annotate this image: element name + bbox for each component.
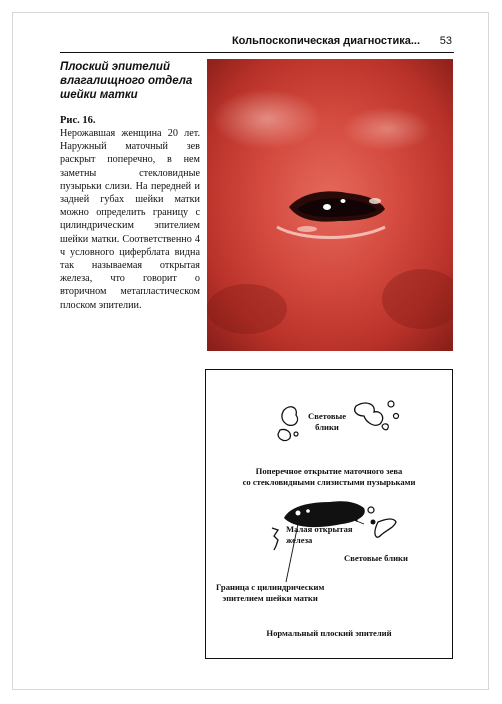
schematic-diagram [205,369,453,659]
label-normal-epithelium: Нормальный плоский эпителий [266,628,392,638]
running-title: Кольпоскопическая диагностика... [231,35,420,47]
colposcopy-photo-drawing [207,59,453,351]
label-highlights-top: Световые блики [308,411,347,432]
section-title: Плоский эпителий влагалищного отдела шейки матки [60,61,193,101]
label-highlights-right: Световые блики [344,553,408,563]
label-transverse-os: Поперечное открытие маточного зева со стекловидными слизистыми пузырьками [242,466,416,487]
page-number: 53 [439,35,452,47]
label-columnar-border: Граница с цилиндрическим эпителием шейки матки [216,582,325,603]
label-open-gland: Малая открытая железа [286,524,353,545]
figure-label: Рис. 16. [60,115,96,126]
running-header [60,32,454,53]
colposcopy-photo [207,59,453,351]
figure-caption: Нерожавшая женщина 20 лет. Наружный маточный зев раскрыт поперечно, в нем заметны стекловидные пузырьки слизи. На передней и задней губах шейки матки можно определить границу с цилиндрическим эпителием шейки матки. Соответственно 4 ч условного циферблата видна так называемая открытая железа, что говорит о вторичном метапластическом плоском эпителии. [60,128,200,311]
